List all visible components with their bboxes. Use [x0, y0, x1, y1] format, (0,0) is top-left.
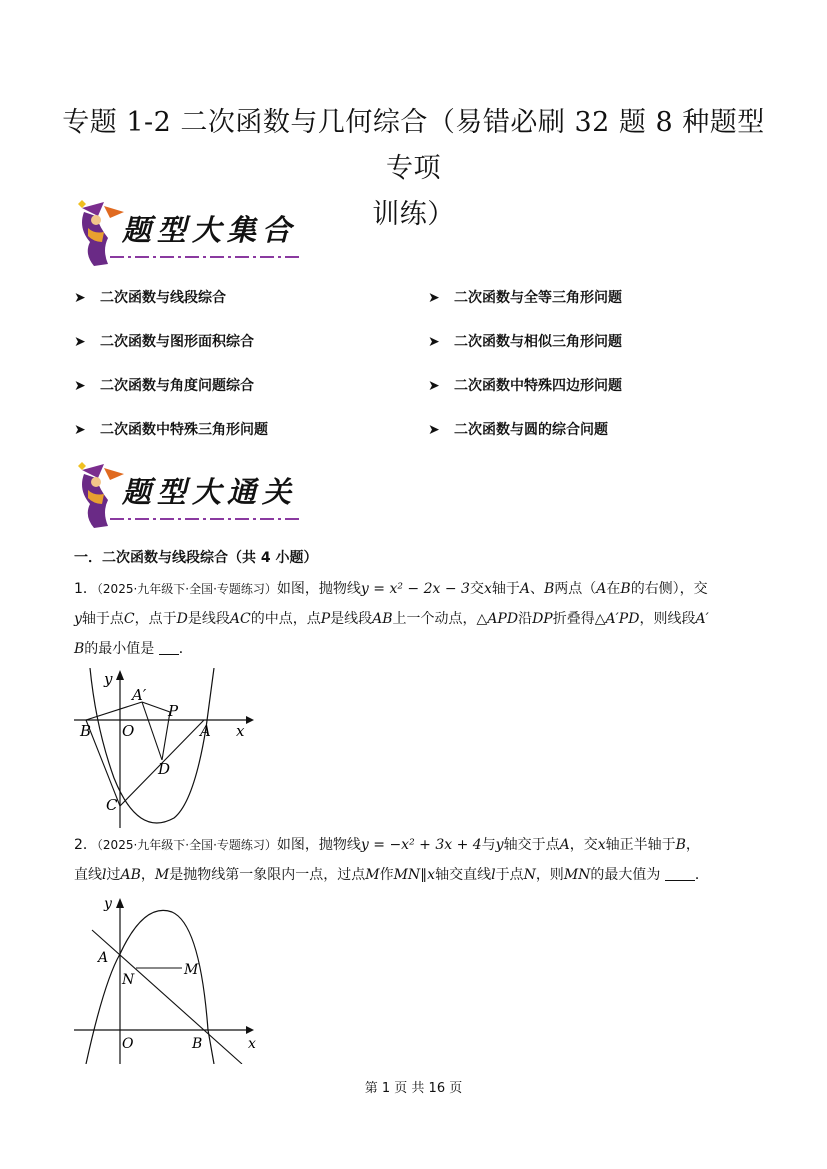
arrow-icon: ➤ — [74, 422, 86, 438]
title-line-2: 训练） — [372, 199, 455, 230]
fig1-label: A′ — [132, 686, 147, 704]
toc-item[interactable]: ➤ 二次函数与线段综合 — [74, 290, 226, 306]
arrow-icon: ➤ — [428, 290, 440, 306]
fig1-label: B — [80, 722, 92, 740]
question-1 — [74, 574, 764, 664]
arrow-icon: ➤ — [74, 290, 86, 306]
fig2-label: A — [98, 950, 109, 966]
q1-line-2: y轴于点C，点于D是线段AC的中点，点P是线段AB上一个动点，△APD沿DP折叠得△A′PD，则线段A′ — [74, 611, 709, 627]
q2-line-1: 2．（2025·九年级下·全国·专题练习）如图，抛物线y = −x² + 3x + 4与y轴交于点A，交x轴正半轴于B， — [74, 837, 700, 853]
fig2-label: O — [122, 1036, 134, 1052]
answer-blank[interactable] — [665, 866, 695, 881]
fig2-label: x — [248, 1036, 256, 1052]
fig2-label: M — [184, 962, 199, 978]
q1-line-1: 1．（2025·九年级下·全国·专题练习）如图，抛物线y = x² − 2x − 3交x轴于A、B两点（A在B的右侧），交 — [74, 581, 708, 597]
fig2-label: y — [104, 896, 112, 912]
arrow-icon: ➤ — [428, 422, 440, 438]
fig1-label: C — [106, 796, 118, 814]
fig1-label: O — [122, 722, 135, 740]
toc-item[interactable]: ➤ 二次函数与角度问题综合 — [74, 378, 254, 394]
arrow-icon: ➤ — [428, 334, 440, 350]
arrow-icon: ➤ — [74, 378, 86, 394]
banner-underline — [110, 514, 300, 524]
fig1-label: P — [168, 702, 179, 720]
figure-1-parabola — [74, 668, 260, 828]
fig1-label: x — [236, 722, 245, 740]
toc-item[interactable]: ➤ 二次函数与图形面积综合 — [74, 334, 254, 350]
title-line-1: 专题 1-2 二次函数与几何综合（易错必刷 32 题 8 种题型专项 — [62, 107, 765, 184]
q2-line-2: 直线l过AB，M是抛物线第一象限内一点，过点M作MN∥x轴交直线l于点N，则MN的最大值为 ． — [74, 867, 709, 883]
fig1-label: D — [158, 760, 171, 778]
arrow-icon: ➤ — [74, 334, 86, 350]
question-2 — [74, 830, 774, 890]
toc-item[interactable]: ➤ 二次函数与全等三角形问题 — [428, 290, 622, 306]
fig1-label: A — [200, 722, 211, 740]
banner-pass — [74, 460, 306, 532]
banner-underline — [110, 252, 300, 262]
page-footer: 第 1 页 共 16 页 — [364, 1081, 463, 1096]
figure-2-parabola — [74, 892, 264, 1064]
toc-item[interactable]: ➤ 二次函数中特殊四边形问题 — [428, 378, 622, 394]
banner-pass-text: 题型大通关 — [122, 475, 298, 509]
arrow-icon: ➤ — [428, 378, 440, 394]
banner-collection-text: 题型大集合 — [122, 213, 298, 247]
banner-collection — [74, 198, 306, 270]
answer-blank[interactable] — [159, 640, 179, 655]
fig2-label: N — [122, 972, 135, 988]
section-heading: 一．二次函数与线段综合（共 4 小题） — [74, 550, 318, 566]
toc-item[interactable]: ➤ 二次函数与相似三角形问题 — [428, 334, 622, 350]
q1-line-3: B的最小值是 ． — [74, 641, 193, 657]
fig2-label: B — [192, 1036, 203, 1052]
toc-item[interactable]: ➤ 二次函数中特殊三角形问题 — [74, 422, 268, 438]
toc-item[interactable]: ➤ 二次函数与圆的综合问题 — [428, 422, 608, 438]
fig1-label: y — [104, 670, 113, 688]
